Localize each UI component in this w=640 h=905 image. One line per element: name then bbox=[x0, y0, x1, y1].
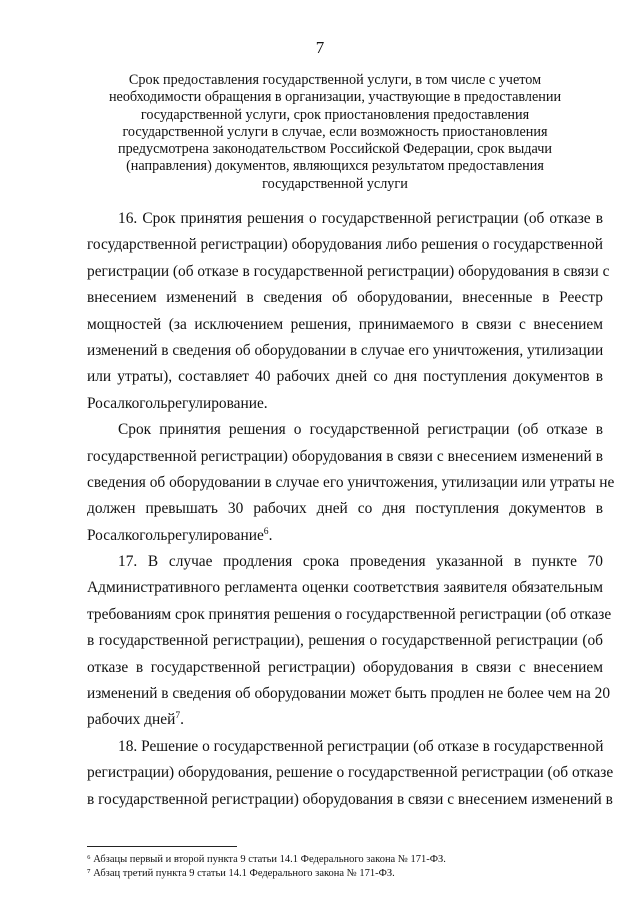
paragraph-17-line: требованиям срок принятия решения о государственной регистрации (об отказе bbox=[87, 605, 612, 623]
paragraph-16b-line: должен превышать 30 рабочих дней со дня поступления документов в bbox=[87, 500, 603, 518]
paragraph-16b-line: государственной регистрации) оборудования в связи с внесением изменений в bbox=[87, 447, 603, 465]
paragraph-16b-line: сведения об оборудовании в случае его уничтожения, утилизации или утраты не bbox=[87, 473, 615, 491]
heading-line: государственной услуги, срок приостановления предоставления bbox=[140, 106, 530, 123]
paragraph-18-line: 18. Решение о государственной регистрации (об отказе в государственной bbox=[118, 737, 604, 755]
paragraph-17-line: отказе в государственной регистрации) оборудования в связи с внесением bbox=[87, 658, 603, 676]
paragraph-16-line: мощностей (за исключением решения, принимаемого в связи с внесением bbox=[87, 315, 603, 333]
line-text: Росалкогольрегулирование bbox=[87, 526, 264, 544]
paragraph-16-line: 16. Срок принятия решения о государственной регистрации (об отказе в bbox=[118, 210, 603, 227]
paragraph-17-line bbox=[87, 707, 603, 733]
footnote-6: ⁶ Абзацы первый и второй пункта 9 статьи 14.1 Федерального закона № 171-ФЗ. bbox=[87, 854, 446, 865]
line-end-period: . bbox=[268, 526, 273, 544]
body-text bbox=[87, 206, 615, 813]
heading-line: государственной услуги в случае, если возможность приостановления bbox=[122, 123, 548, 140]
heading-line: необходимости обращения в организации, участвующие в предоставлении bbox=[108, 89, 562, 106]
paragraph-16-line: изменений в сведения об оборудовании в случае его уничтожения, утилизации bbox=[87, 341, 604, 359]
paragraph-17-line: Административного регламента оценки соответствия заявителя обязательным bbox=[87, 579, 603, 597]
heading-line: государственной услуги bbox=[262, 175, 408, 192]
section-heading bbox=[95, 72, 575, 193]
paragraph-17-line: изменений в сведения об оборудовании может быть продлен не более чем на 20 bbox=[87, 685, 611, 703]
line-end-period: . bbox=[180, 711, 184, 729]
paragraph-16b-line: Срок принятия решения о государственной регистрации (об отказе в bbox=[118, 421, 603, 439]
paragraph-17-line: в государственной регистрации), решения о государственной регистрации (об bbox=[87, 632, 603, 650]
paragraph-18-line: в государственной регистрации) оборудования в связи с внесением изменений в bbox=[87, 790, 613, 808]
paragraph-17-line: 17. В случае продления срока проведения указанной в пункте 70 bbox=[118, 553, 603, 571]
footnote-7: ⁷ Абзац третий пункта 9 статьи 14.1 Федерального закона № 171-ФЗ. bbox=[87, 868, 395, 879]
heading-line: Срок предоставления государственной услуги, в том числе с учетом bbox=[128, 72, 542, 88]
footnote-ref-7: 7 bbox=[175, 710, 181, 722]
footnote-divider bbox=[87, 846, 237, 847]
paragraph-18-line: регистрации) оборудования, решение о государственной регистрации (об отказе bbox=[87, 764, 614, 782]
paragraph-16-line: регистрации (об отказе в государственной регистрации) оборудования в связи с bbox=[87, 262, 610, 280]
footnote-ref-6: 6 bbox=[263, 525, 269, 537]
page-number: 7 bbox=[315, 38, 325, 57]
line-text: рабочих дней bbox=[87, 711, 176, 729]
paragraph-16-line: или утраты), составляет 40 рабочих дней со дня поступления документов в bbox=[87, 368, 603, 386]
footnotes bbox=[87, 853, 603, 881]
paragraph-16b-line bbox=[87, 523, 603, 549]
heading-line: (направления) документов, являющихся результатом предоставления bbox=[126, 158, 544, 175]
paragraph-16-line: государственной регистрации) оборудования либо решения о государственной bbox=[87, 236, 603, 254]
paragraph-16-line: Росалкогольрегулирование. bbox=[87, 394, 268, 412]
heading-line: предусмотрена законодательством Российской Федерации, срок выдачи bbox=[118, 141, 552, 158]
paragraph-16-line: внесением изменений в сведения об оборудовании, внесенные в Реестр bbox=[87, 289, 603, 307]
